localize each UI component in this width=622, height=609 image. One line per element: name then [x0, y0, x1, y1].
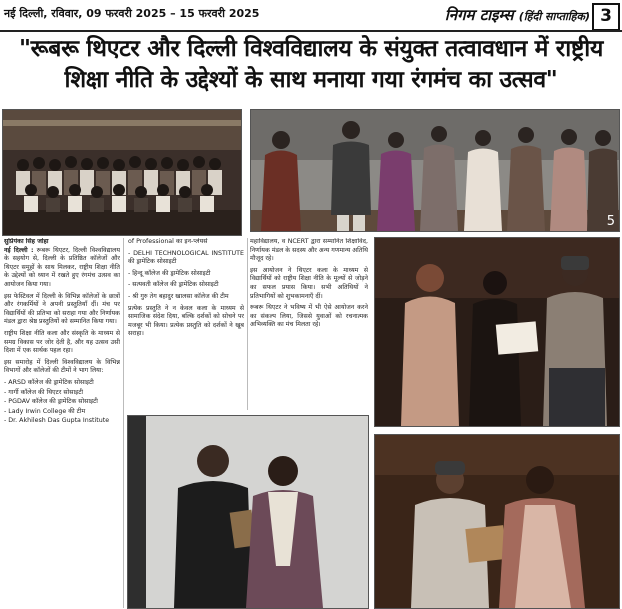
- article-column-2: [128, 238, 244, 410]
- paragraph: रूबरू थिएटर ने भविष्य में भी ऐसे आयोजन करने का संकल्प लिया, जिससे युवाओं को रचनात्मक अभिव्यक्ति का मंच मिलता रहे।: [250, 304, 368, 329]
- dateline: नई दिल्ली :: [4, 246, 34, 254]
- paragraph: - DELHI TECHNOLOGICAL INSTITUTE की ड्रामेटिक सोसाइटी: [128, 249, 244, 266]
- column-divider: [123, 238, 124, 608]
- paragraph: - सत्यवती कॉलेज की ड्रामेटिक सोसाइटी: [128, 281, 219, 289]
- column-divider: [247, 238, 248, 410]
- headline: "रूबरू थिएटर और दिल्ली विश्वविद्यालय के संयुक्त तत्वावधान में राष्ट्रीय शिक्षा नीति के उद्देश्यों के साथ मनाया गया रंगमंच का उत्सव": [18, 36, 603, 93]
- masthead: [372, 0, 622, 30]
- list-item: - Dr. Akhilesh Das Gupta Institute: [4, 417, 110, 425]
- article-column-3: [250, 238, 368, 410]
- header-rule: [0, 30, 622, 32]
- paragraph: रूबरू थिएटर, दिल्ली विश्वविद्यालय के सहयोग से, दिल्ली के प्रतिष्ठित कॉलेजों और थिएटर समूहों के साथ मिलकर, राष्ट्रीय शिक्षा नीति के उद्देश्यों को ध्यान में रखते हुए रंगमंच उत्सव का आयोजन किया गया।: [4, 246, 120, 288]
- edition-label: (हिंदी साप्ताहिक): [518, 10, 590, 23]
- list-item: - गार्गी कॉलेज की थिएटर सोसाइटी: [4, 388, 84, 396]
- list-item: - Lady Irwin College की टीम: [4, 407, 86, 415]
- college-list: [4, 379, 120, 426]
- paragraph: राष्ट्रीय शिक्षा नीति कला और संस्कृति के माध्यम से समग्र विकास पर जोर देती है, और यह उत्सव उसी दिशा में एक सार्थक पहल रहा।: [4, 329, 120, 355]
- paragraph: प्रत्येक प्रस्तुति ने न केवल कला के माध्यम से सामाजिक संदेश दिया, बल्कि दर्शकों को सोचने पर मजबूर भी किया। प्रत्येक प्रस्तुति को दर्शकों ने खूब सराहा।: [128, 304, 244, 338]
- certificate-photo: [374, 237, 620, 427]
- memento-photo: [374, 434, 620, 609]
- page-number: 3: [592, 3, 620, 31]
- article-column-1: [4, 238, 120, 608]
- paragraph: - हिन्दू कॉलेज की ड्रामेटिक सोसाइटी: [128, 269, 211, 277]
- paragraph: इस समारोह में दिल्ली विश्वविद्यालय के विभिन्न विभागों और कॉलेजों की टीमों ने भाग लिया:: [4, 358, 120, 375]
- group-photo: [2, 109, 242, 236]
- paragraph: इस आयोजन ने थिएटर कला के माध्यम से विद्यार्थियों को राष्ट्रीय शिक्षा नीति के मूल्यों से जोड़ने का सफल प्रयास किया। सभी अतिथियों ने प्रतिभागियों को शुभकामनाएँ दीं।: [250, 266, 368, 300]
- dignitaries-photo: [250, 109, 620, 232]
- list-item: - PGDAV कॉलेज की ड्रामेटिक सोसाइटी: [4, 398, 98, 406]
- masthead-title: [445, 5, 590, 25]
- paragraph: इस फेस्टिवल में दिल्ली के विभिन्न कॉलेजों के छात्रों और रंगकर्मियों ने अपनी प्रस्तुतियाँ दीं। मंच पर विद्यार्थियों की प्रतिभा को सराहा गया और निर्णायक मंडल द्वारा श्रेष्ठ प्रस्तुतियों को सम्मानित किया गया।: [4, 292, 120, 326]
- byline: सुप्रियंका सिंह जोहा: [4, 238, 49, 245]
- issue-date: नई दिल्ली, रविवार, 09 फरवरी 2025 – 15 फरवरी 2025: [4, 7, 260, 20]
- newspaper-name: निगम टाइम्स: [444, 6, 514, 24]
- award-photo: [127, 415, 369, 609]
- paragraph: महाविद्यालय, व NCERT द्वारा सम्मानित शिक्षाविद, निर्णायक मंडल के सदस्य और अन्य गणमान्य अतिथि मौजूद रहे।: [250, 238, 368, 263]
- photo-number: 5: [606, 214, 615, 229]
- list-item: - ARSD कॉलेज की ड्रामेटिक सोसाइटी: [4, 378, 94, 386]
- paragraph: - श्री गुरु तेग बहादुर खालसा कॉलेज की टीम: [128, 292, 229, 300]
- paragraph: of Professional का इन-प्लेयर्स: [128, 238, 208, 245]
